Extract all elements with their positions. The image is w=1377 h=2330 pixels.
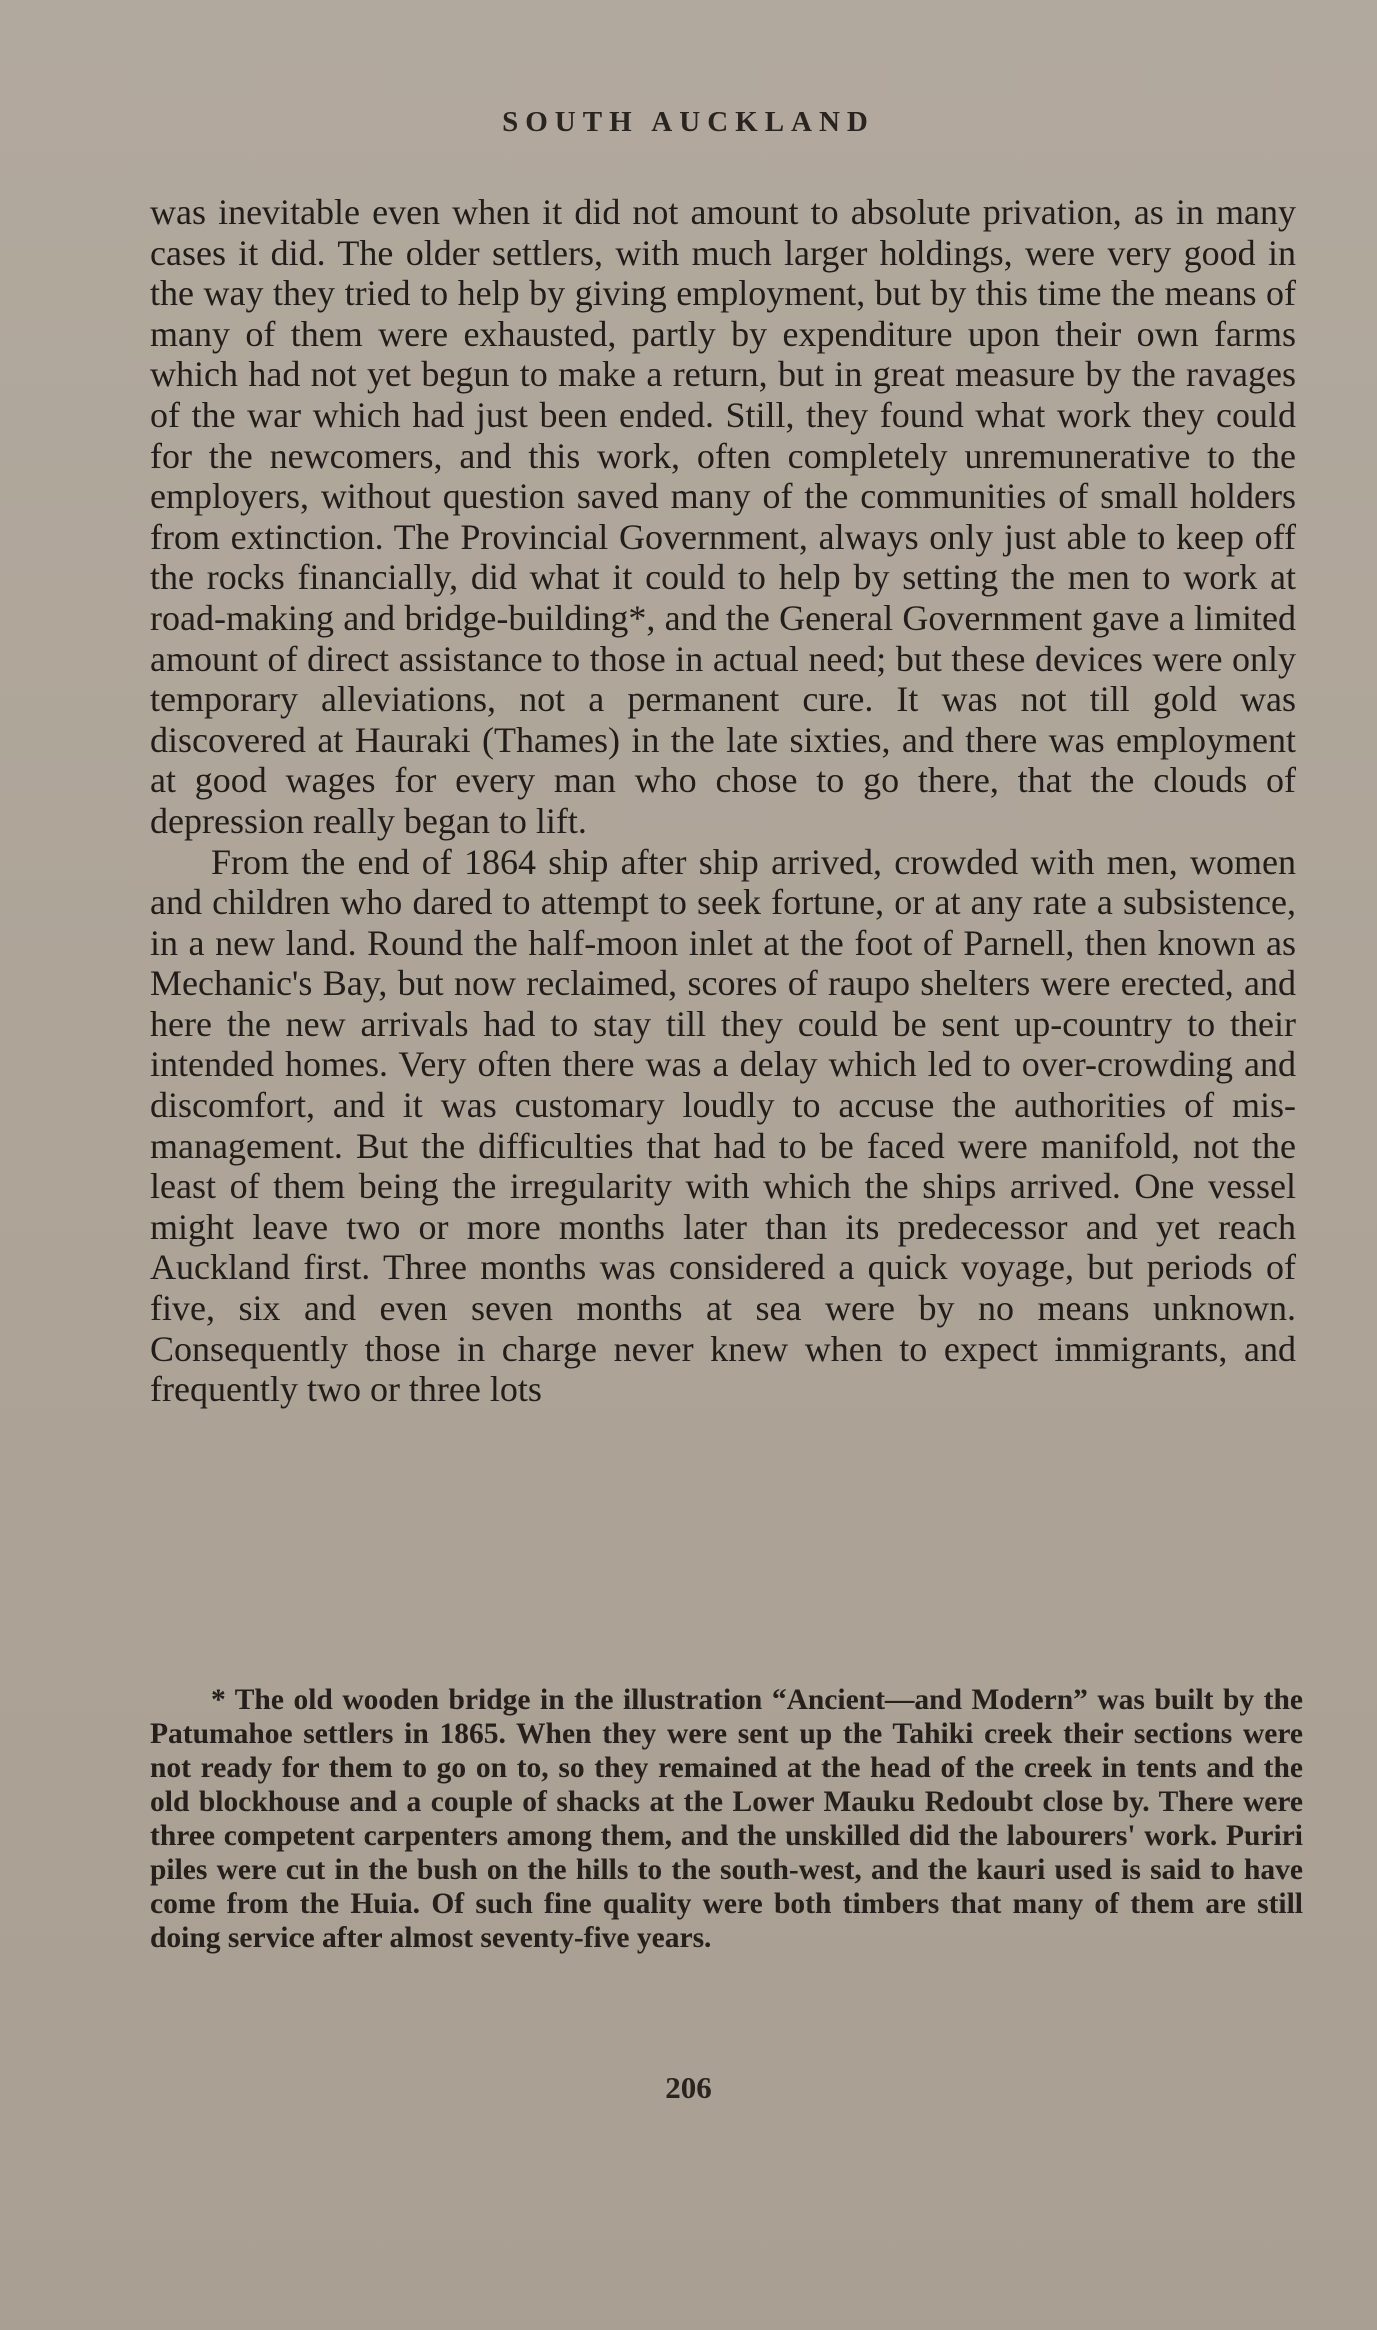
main-text [150,192,1296,1410]
paragraph: was inevitable even when it did not amount to absolute privation, as in many cases it did. The older settlers, with much larger holdings, were very good in the way they tried to help by giving employment, but by this time the means of many of them were exhausted, partly by expenditure upon their own farms which had not yet begun to make a return, but in great measure by the ravages of the war which had just been ended. Still, they found what work they could for the newcomers, and this work, often completely unremunerative to the employers, without question saved many of the communities of small holders from extinction. The Provincial Government, always only just able to keep off the rocks financially, did what it could to help by setting the men to work at road-making and bridge-building*, and the General Government gave a limited amount of direct assistance to those in actual need; but these devices were only temporary alleviations, not a permanent cure. It was not till gold was discovered at Hauraki (Thames) in the late sixties, and there was employment at good wages for every man who chose to go there, that the clouds of depression really began to lift. [150,192,1296,841]
footnote [150,1683,1303,1955]
paragraph: From the end of 1864 ship after ship arrived, crowded with men, women and children who dared to attempt to seek fortune, or at any rate a subsistence, in a new land. Round the half-moon inlet at the foot of Parnell, then known as Mechanic's Bay, but now reclaimed, scores of raupo shelters were erected, and here the new arrivals had to stay till they could be sent up-country to their intended homes. Very often there was a delay which led to over-crowding and discomfort, and it was customary loudly to accuse the authorities of mis-management. But the difficulties that had to be faced were manifold, not the least of them being the irregularity with which the ships arrived. One vessel might leave two or more months later than its predecessor and yet reach Auckland first. Three months was considered a quick voyage, but periods of five, six and even seven months at sea were by no means unknown. Consequently those in charge never knew when to expect immigrants, and frequently two or three lots [150,841,1296,1410]
footnote-text: * The old wooden bridge in the illustration “Ancient—and Modern” was built by the Patumahoe settlers in 1865. When they were sent up the Tahiki creek their sections were not ready for them to go on to, so they remained at the head of the creek in tents and the old blockhouse and a couple of shacks at the Lower Mauku Redoubt close by. There were three competent carpenters among them, and the unskilled did the labourers' work. Puriri piles were cut in the bush on the hills to the south-west, and the kauri used is said to have come from the Huia. Of such fine quality were both timbers that many of them are still doing service after almost seventy-five years. [150,1684,1303,1954]
running-head: SOUTH AUCKLAND [502,106,875,138]
page-number: 206 [665,2070,712,2105]
